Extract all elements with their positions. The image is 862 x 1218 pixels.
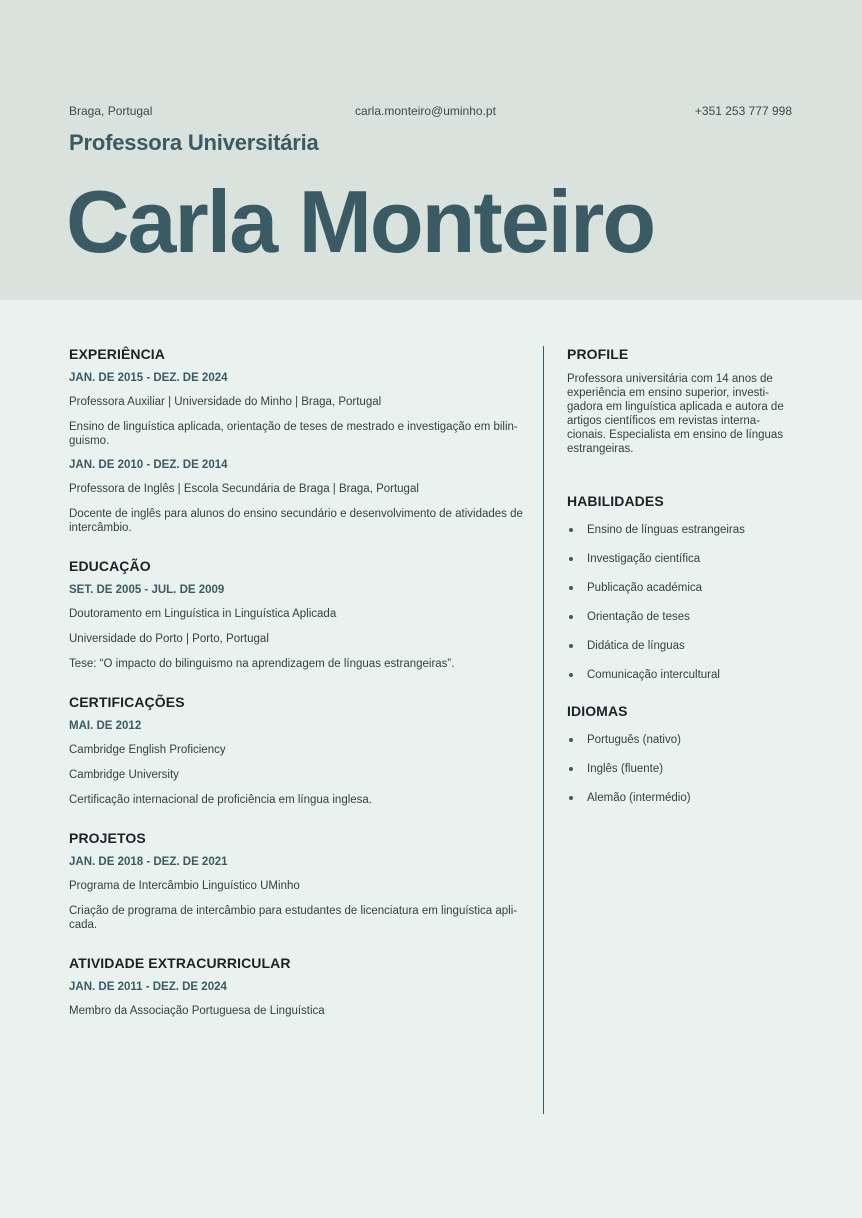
- column-divider: [543, 346, 544, 1114]
- skills-list: [567, 523, 789, 682]
- section-title-languages: IDIOMAS: [567, 703, 628, 719]
- list-item: Inglês (fluente): [567, 762, 789, 776]
- experience-description: Ensino de linguística aplicada, orientação de teses de mestrado e investigação em bilin-guismo.: [69, 421, 518, 447]
- experience-section: [69, 346, 525, 535]
- projects-section: [69, 830, 525, 932]
- certification-name: Cambridge English Proficiency: [69, 744, 226, 756]
- experience-role: Professora de Inglês | Escola Secundária de Braga | Braga, Portugal: [69, 483, 419, 495]
- contact-location: Braga, Portugal: [69, 104, 153, 118]
- certification-date: MAI. DE 2012: [69, 720, 142, 732]
- skills-section: [567, 493, 789, 682]
- experience-role: Professora Auxiliar | Universidade do Minho | Braga, Portugal: [69, 396, 382, 408]
- project-name: Programa de Intercâmbio Linguístico UMinho: [69, 880, 300, 892]
- person-name: Carla Monteiro: [66, 172, 655, 271]
- list-item: Investigação científica: [567, 552, 789, 566]
- list-item: Orientação de teses: [567, 610, 789, 624]
- profile-text: Professora universitária com 14 anos de experiência em ensino superior, investi-gadora em linguística aplicada e autora de artigos científicos em revistas interna-cionais. Especialista em ensino de línguas estrangeiras.: [567, 373, 784, 455]
- extracurricular-section: [69, 955, 525, 1018]
- section-title-extracurricular: ATIVIDADE EXTRACURRICULAR: [69, 955, 291, 971]
- languages-section: [567, 703, 789, 805]
- experience-date: JAN. DE 2010 - DEZ. DE 2014: [69, 459, 228, 471]
- experience-description: Docente de inglês para alunos do ensino secundário e desenvolvimento de atividades de intercâmbio.: [69, 508, 523, 534]
- project-description: Criação de programa de intercâmbio para estudantes de licenciatura em linguística apli-cada.: [69, 905, 518, 931]
- education-school: Universidade do Porto | Porto, Portugal: [69, 633, 269, 645]
- contact-email[interactable]: carla.monteiro@uminho.pt: [355, 104, 496, 118]
- section-title-profile: PROFILE: [567, 346, 629, 362]
- list-item: Alemão (intermédio): [567, 791, 789, 805]
- certifications-section: [69, 694, 525, 807]
- experience-date: JAN. DE 2015 - DEZ. DE 2024: [69, 372, 228, 384]
- certification-issuer: Cambridge University: [69, 769, 179, 781]
- list-item: Português (nativo): [567, 733, 789, 747]
- education-section: [69, 558, 525, 671]
- section-title-experience: EXPERIÊNCIA: [69, 346, 166, 362]
- project-date: JAN. DE 2018 - DEZ. DE 2021: [69, 856, 228, 868]
- education-date: SET. DE 2005 - JUL. DE 2009: [69, 584, 225, 596]
- section-title-education: EDUCAÇÃO: [69, 558, 151, 574]
- section-title-projects: PROJETOS: [69, 830, 146, 846]
- contact-phone[interactable]: +351 253 777 998: [694, 104, 792, 118]
- sidebar-column: [567, 346, 789, 820]
- header-banner: [0, 0, 862, 300]
- section-title-skills: HABILIDADES: [567, 493, 664, 509]
- list-item: Didática de línguas: [567, 639, 789, 653]
- job-title: Professora Universitária: [69, 130, 319, 155]
- languages-list: [567, 733, 789, 805]
- certification-description: Certificação internacional de proficiência em língua inglesa.: [69, 794, 373, 806]
- list-item: Ensino de línguas estrangeiras: [567, 523, 789, 537]
- experience-item: [69, 459, 525, 535]
- list-item: Publicação académica: [567, 581, 789, 595]
- profile-section: [567, 346, 789, 456]
- list-item: Comunicação intercultural: [567, 668, 789, 682]
- extracurricular-description: Membro da Associação Portuguesa de Linguística: [69, 1005, 325, 1017]
- education-thesis: Tese: “O impacto do bilinguismo na aprendizagem de línguas estrangeiras”.: [69, 658, 455, 670]
- experience-item: [69, 372, 525, 448]
- main-column: [69, 346, 525, 1041]
- section-title-certifications: CERTIFICAÇÕES: [69, 694, 185, 710]
- extracurricular-date: JAN. DE 2011 - DEZ. DE 2024: [69, 981, 227, 993]
- education-degree: Doutoramento em Linguística in Linguística Aplicada: [69, 608, 337, 620]
